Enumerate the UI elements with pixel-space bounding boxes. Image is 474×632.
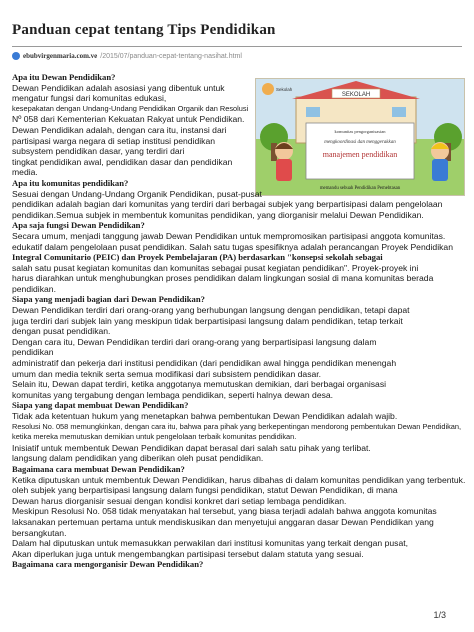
body-line: edukatif dalam pengelolaan pusat pendidikan. Salah satu tugas spesifiknya adalah perancangan Proyek Pendidikan — [12, 241, 453, 252]
body-line: Tidak ada ketentuan hukum yang menetapkan bahwa pembentukan Dewan Pendidikan adalah wajib. — [12, 411, 398, 421]
source-site[interactable]: ebubvirgenmaria.com.ve — [23, 52, 98, 60]
source-line — [12, 52, 242, 60]
section-heading: Siapa yang dapat membuat Dewan Pendidikan? — [12, 400, 189, 411]
caption-top: komunitas pengorganisasian — [334, 129, 386, 134]
body-line: subsystem pendidikan dasar, yang terdiri dari — [12, 146, 185, 157]
body-line: pendidikan — [12, 347, 54, 358]
caption-bottom: memandu sebuah Pendidikan Pemebtasan — [319, 186, 401, 191]
logo-text: Sekolah — [276, 87, 293, 92]
body-line: umum dan media teknik serta semua modifikasi dari subsistem pendidikan dasar. — [12, 368, 322, 379]
page-title: Panduan cepat tentang Tips Pendidikan — [12, 22, 276, 38]
body-line: Inisiatif untuk membentuk Dewan Pendidikan dapat berasal dari salah satu pihak yang terlibat. — [12, 442, 371, 453]
body-line: Meskipun Resolusi No. 058 tidak menyatakan hal tersebut, yang biasa terjadi adalah bahwa anggota komunitas — [12, 506, 437, 517]
body-line: mengatur fungsi dari komunitas edukasi, — [12, 93, 167, 104]
body-line: Dewan harus diorganisir sesuai dengan kondisi konkret dari setiap lembaga pendidikan. — [12, 495, 347, 506]
body-line: Selain itu, Dewan dapat terdiri, ketika anggotanya memutuskan demikian, dari berbagai organisasi — [12, 379, 387, 390]
body-line: ketika mereka memutuskan demikian untuk pengelolaan terbaik komunitas pendidikan. — [12, 432, 297, 442]
body-line: Dewan Pendidikan terdiri dari orang-orang yang berhubungan langsung dengan pendidikan, tetapi dapat — [12, 305, 410, 316]
body-line: tingkat pendidikan awal, pendidikan dasar dan pendidikan — [12, 156, 233, 167]
body-line: Akan diperlukan juga untuk mengembangkan partisipasi tersebut dalam statuta yang sesuai. — [12, 548, 364, 559]
body-line: langsung dalam pendidikan yang diberikan oleh pusat pendidikan. — [12, 453, 264, 464]
site-icon — [12, 52, 20, 60]
caption-mid: mengkoordinasi dan menggerakkan — [324, 140, 396, 145]
body-line: Dalam hal diputuskan untuk memasukkan perwakilan dari institusi komunitas yang terkait dengan pusat, — [12, 538, 409, 549]
section-heading: Apa itu Dewan Pendidikan? — [12, 72, 116, 82]
body-line: oleh subjek yang berpartisipasi langsung dalam fungsi pendidikan, statut Dewan Pendidikan, di mana — [12, 485, 398, 496]
section-heading: Apa saja fungsi Dewan Pendidikan? — [12, 220, 145, 231]
body-line: media. — [12, 167, 38, 178]
body-line: pendidikan. — [12, 283, 56, 294]
caption-main: manajemen pendidikan — [322, 150, 398, 159]
body-line: dengan pusat pendidikan. — [12, 326, 111, 337]
body-line: laksanakan pertemuan pertama untuk mendiskusikan dan menyetujui anggaran dasar Dewan Pendidikan yang bersangkutan. — [12, 516, 434, 538]
body-line: Dewan Pendidikan adalah, dengan cara itu, instansi dari — [12, 124, 227, 135]
body-line: juga terdiri dari subjek lain yang meskipun tidak berpartisipasi langsung dalam pendidikan, tetap terkait — [12, 315, 403, 326]
body-line: kesepakatan dengan Undang-Undang Pendidikan Organik dan Resolusi — [12, 103, 249, 113]
body-line: harus diarahkan untuk menghubungkan proses pendidikan dalam lingkungan sosial di mana komunitas berada — [12, 273, 434, 284]
body-line: Ketika diputuskan untuk membentuk Dewan Pendidikan, harus dibahas di dalam komunitas pendidikan yang terbentuk. — [12, 474, 466, 485]
article-body — [12, 72, 470, 570]
section-heading: Bagaimana cara mengorganisir Dewan Pendidikan? — [12, 559, 204, 570]
title-divider — [12, 46, 462, 47]
body-line: partisipasi warga negara di setiap institusi pendidikan — [12, 135, 216, 146]
body-line: pendidikan adalah bagian dari komunitas yang terdiri dari berbagai subjek yang berpartisipasi dalam pengelolaan — [12, 199, 443, 210]
section-heading: Siapa yang menjadi bagian dari Dewan Pendidikan? — [12, 294, 205, 305]
body-line: salah satu pusat kegiatan komunitas dan komunitas sebagai pusat kegiatan pendidikan". Proyek-proyek ini — [12, 262, 419, 273]
body-line: Secara umum, menjadi tanggung jawab Dewan Pendidikan untuk mempromosikan partisipasi anggota komunitas. — [12, 230, 446, 241]
body-line: Nº 058 dari Kementerian Kekuatan Rakyat untuk Pendidikan. — [12, 114, 245, 125]
body-line: Resolusi No. 058 memungkinkan, dengan cara itu, bahwa para pihak yang berkepentingan mendorong pembentukan Dewan Pendidikan, — [12, 421, 462, 431]
school-sign: SEKOLAH — [341, 92, 371, 98]
section-heading: Integral Comunitario (PEIC) dan Proyek Pembelajaran (PA) berdasarkan "konsepsi sekolah sebagai — [12, 252, 383, 263]
section-heading: Bagaimana cara membuat Dewan Pendidikan? — [12, 463, 185, 474]
body-line: administratif dan pekerja dari institusi pendidikan (dari pendidikan awal hingga pendidikan menengah — [12, 358, 397, 369]
body-line: Dengan cara itu, Dewan Pendidikan terdiri dari orang-orang yang berpartisipasi langsung dalam — [12, 336, 377, 347]
body-line: Sesuai dengan Undang-Undang Organik Pendidikan, pusat-pusat — [12, 188, 262, 199]
section-heading: Apa itu komunitas pendidikan? — [12, 177, 129, 188]
page-number: 1/3 — [433, 610, 446, 620]
body-line: Dewan Pendidikan adalah asosiasi yang dibentuk untuk — [12, 82, 225, 93]
body-line: pendidikan.Semua subjek in membentuk komunitas pendidikan, yang diorganisir melalui Dewan Pendidikan. — [12, 209, 424, 220]
source-path[interactable]: /2015/07/panduan-cepat-tentang-nasihat.html — [100, 52, 242, 60]
body-line: komunitas yang tergabung dengan lembaga pendidikan, seperti halnya dewan desa. — [12, 389, 334, 400]
